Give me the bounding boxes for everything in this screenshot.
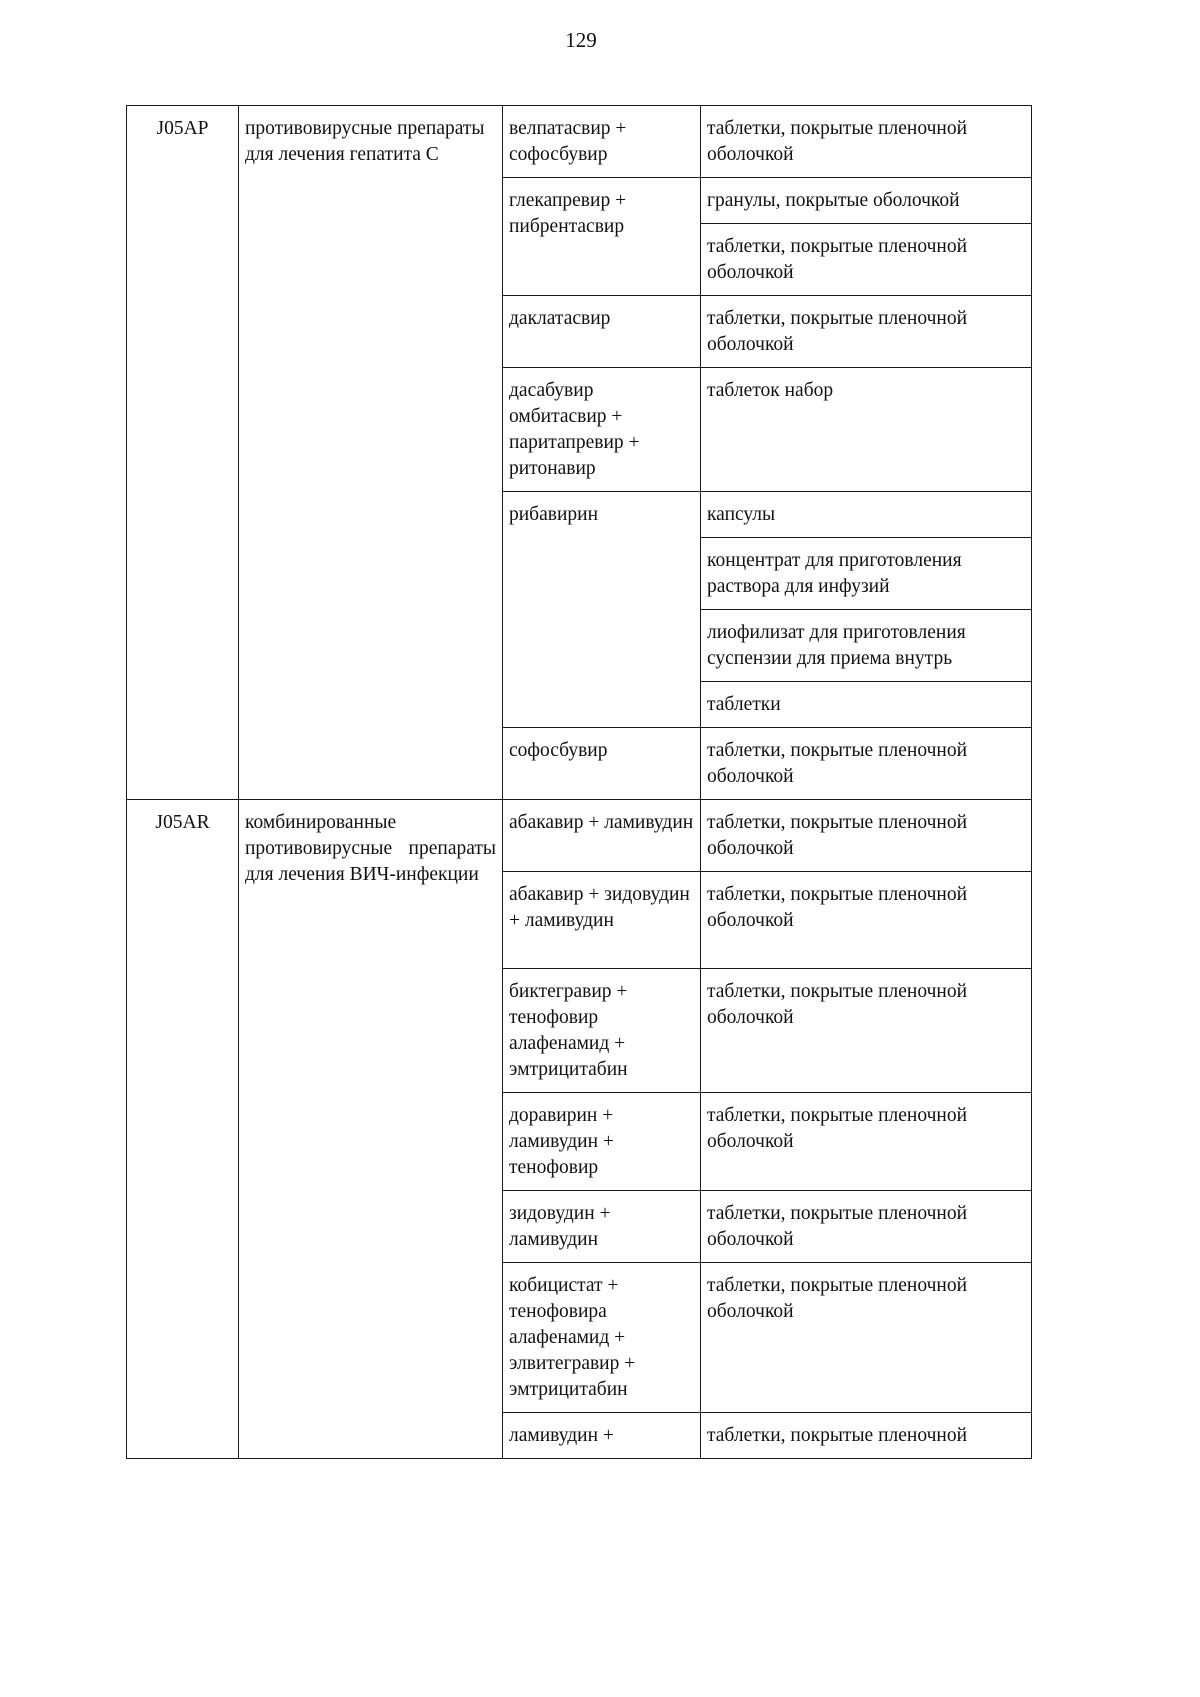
drug-name-cell <box>503 1263 701 1413</box>
dosage-form-cell <box>701 368 1032 492</box>
drug-name-cell <box>503 178 701 296</box>
drug-name-cell <box>503 368 701 492</box>
dosage-form-cell <box>701 1191 1032 1263</box>
group-cell <box>239 106 503 800</box>
drug-name: доравирин + ламивудин + тенофовир <box>509 1105 614 1178</box>
drug-name-cell <box>503 728 701 800</box>
atc-code-cell <box>127 800 239 1459</box>
dosage-form-cell <box>701 1263 1032 1413</box>
drug-name: абакавир + зидовудин + ламивудин <box>509 884 690 931</box>
dosage-form-cell <box>701 492 1032 538</box>
drug-name-cell <box>503 1413 701 1459</box>
drug-name: биктегравир + тенофовир алафенамид + эмтрицитабин <box>509 981 628 1080</box>
dosage-form-cell <box>701 178 1032 224</box>
dosage-form: таблетки, покрытые пленочной оболочкой <box>707 740 968 787</box>
drug-name: даклатасвир <box>509 308 611 329</box>
dosage-form-cell <box>701 1093 1032 1191</box>
atc-code-cell <box>127 106 239 800</box>
dosage-form: концентрат для приготовления раствора для инфузий <box>707 550 962 597</box>
dosage-form: таблетки, покрытые пленочной оболочкой <box>707 981 968 1028</box>
dosage-form-cell <box>701 296 1032 368</box>
dosage-form-cell <box>701 872 1032 969</box>
drug-name: велпатасвир + софосбувир <box>509 118 627 165</box>
table-row <box>127 800 1032 872</box>
drug-name: глекапревир + пибрентасвир <box>509 190 627 237</box>
atc-code: J05AR <box>155 812 210 833</box>
table-body <box>127 106 1032 1459</box>
drug-name-cell <box>503 106 701 178</box>
drug-name: кобицистат + тенофовира алафенамид + элвитегравир + эмтрицитабин <box>509 1275 636 1400</box>
dosage-form: гранулы, покрытые оболочкой <box>707 190 960 211</box>
drug-name: рибавирин <box>509 504 599 525</box>
dosage-form: таблеток набор <box>707 380 834 401</box>
dosage-form-cell <box>701 800 1032 872</box>
dosage-form-cell <box>701 682 1032 728</box>
drug-name-cell <box>503 969 701 1093</box>
page-number: 129 <box>565 28 597 52</box>
drug-name-cell <box>503 296 701 368</box>
group-cell <box>239 800 503 1459</box>
dosage-form-cell <box>701 610 1032 682</box>
drug-name-cell <box>503 872 701 969</box>
dosage-form: таблетки, покрытые пленочной оболочкой <box>707 812 968 859</box>
drug-name: зидовудин + ламивудин <box>509 1203 611 1250</box>
drug-name: дасабувир омбитасвир + паритапревир + ритонавир <box>509 380 640 479</box>
dosage-form: таблетки, покрытые пленочной <box>707 1425 968 1446</box>
drug-name-cell <box>503 1093 701 1191</box>
dosage-form: таблетки, покрытые пленочной оболочкой <box>707 236 968 283</box>
drug-name-cell <box>503 1191 701 1263</box>
drug-name: абакавир + ламивудин <box>509 812 694 833</box>
group-name: противовирусные препараты для лечения гепатита C <box>245 118 485 165</box>
dosage-form: таблетки, покрытые пленочной оболочкой <box>707 118 968 165</box>
group-name: комбинированные противовирусные препараты для лечения ВИЧ-инфекции <box>245 812 496 885</box>
drug-name: ламивудин + <box>509 1425 614 1446</box>
drug-name: софосбувир <box>509 740 608 761</box>
dosage-form: капсулы <box>707 504 776 525</box>
drug-table <box>126 105 1032 1459</box>
dosage-form: таблетки, покрытые пленочной оболочкой <box>707 308 968 355</box>
dosage-form-cell <box>701 969 1032 1093</box>
atc-code: J05AP <box>156 118 209 139</box>
dosage-form: таблетки, покрытые пленочной оболочкой <box>707 1203 968 1250</box>
drug-name-cell <box>503 492 701 728</box>
dosage-form: таблетки <box>707 694 781 715</box>
dosage-form-cell <box>701 1413 1032 1459</box>
dosage-form-cell <box>701 538 1032 610</box>
dosage-form-cell <box>701 106 1032 178</box>
dosage-form: таблетки, покрытые пленочной оболочкой <box>707 884 968 931</box>
dosage-form: таблетки, покрытые пленочной оболочкой <box>707 1275 968 1322</box>
table-row <box>127 106 1032 178</box>
drug-name-cell <box>503 800 701 872</box>
dosage-form-cell <box>701 728 1032 800</box>
dosage-form: лиофилизат для приготовления суспензии для приема внутрь <box>707 622 966 669</box>
dosage-form-cell <box>701 224 1032 296</box>
dosage-form: таблетки, покрытые пленочной оболочкой <box>707 1105 968 1152</box>
